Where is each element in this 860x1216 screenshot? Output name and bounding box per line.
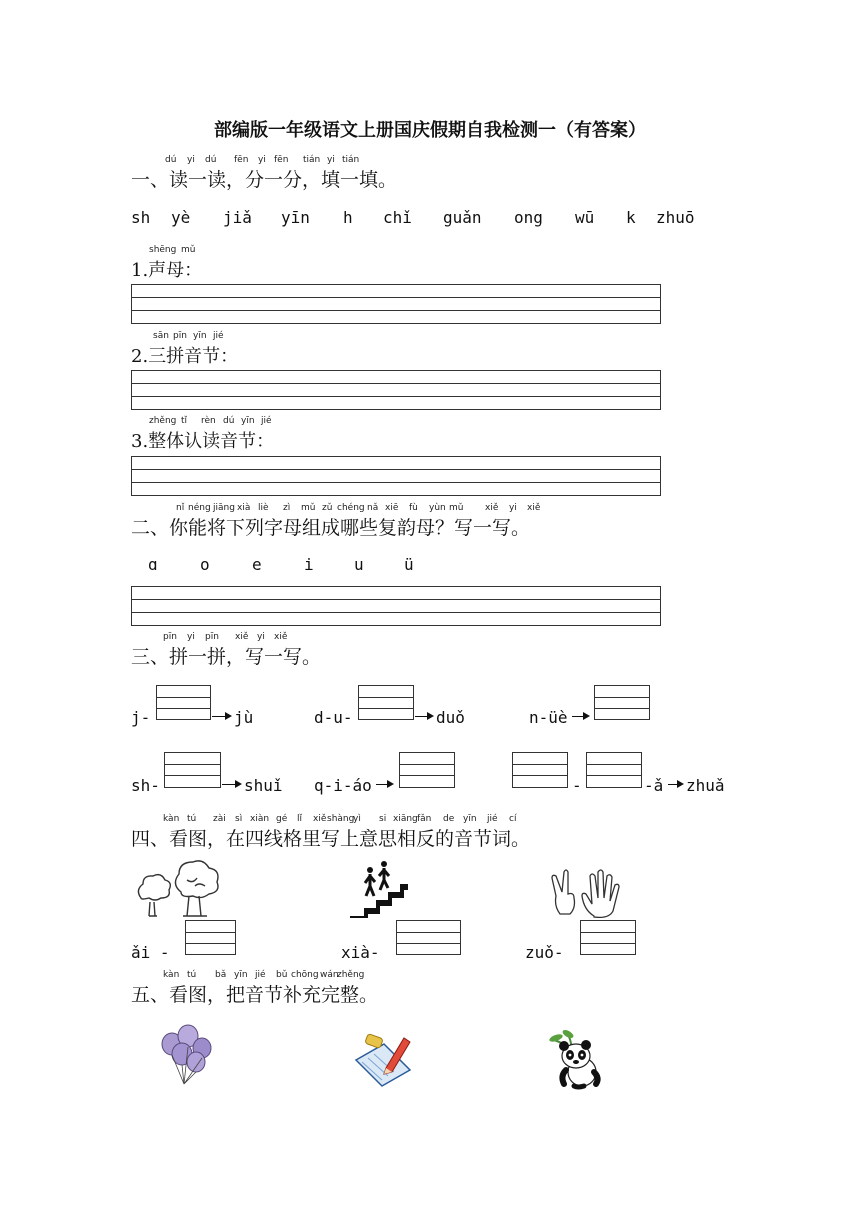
syllable: guǎn bbox=[443, 208, 482, 227]
letter: i bbox=[304, 555, 314, 574]
spell-suffix: -ǎ bbox=[644, 776, 664, 795]
pinyin-ruby: jié bbox=[487, 814, 498, 824]
syllable: wū bbox=[575, 208, 595, 227]
arrow-icon bbox=[222, 784, 238, 785]
section-3-heading: 三、拼一拼，写一写。 bbox=[131, 646, 322, 668]
pinyin-ruby: xiāng bbox=[393, 814, 418, 824]
arrow-icon bbox=[415, 716, 430, 717]
pinyin-ruby: liè bbox=[258, 503, 269, 513]
pinyin-ruby: mǔ bbox=[449, 503, 464, 513]
pinyin-ruby: yi bbox=[509, 503, 517, 513]
pinyin-ruby: bǔ bbox=[276, 970, 288, 980]
spell-result: jù bbox=[234, 708, 254, 727]
section-5-heading: 五、看图，把音节补充完整。 bbox=[131, 984, 379, 1006]
pinyin-ruby: xiě bbox=[235, 632, 249, 642]
spell-dash: - bbox=[572, 776, 582, 795]
arrow-icon bbox=[376, 784, 390, 785]
syllable: yīn bbox=[281, 208, 310, 227]
pinyin-ruby: yi bbox=[187, 155, 195, 165]
pinyin-ruby: gé bbox=[276, 814, 288, 824]
pinyin-ruby: yi bbox=[187, 632, 195, 642]
four-line-box[interactable] bbox=[580, 920, 636, 955]
writing-band-4[interactable] bbox=[131, 586, 661, 626]
pinyin-ruby: chéng bbox=[337, 503, 365, 513]
pinyin-ruby: tú bbox=[187, 814, 197, 824]
syllable: ong bbox=[514, 208, 543, 227]
pinyin-ruby: de bbox=[443, 814, 455, 824]
pinyin-ruby: sān bbox=[153, 331, 169, 341]
pinyin-ruby: tián bbox=[303, 155, 321, 165]
pinyin-ruby: fēn bbox=[274, 155, 289, 165]
pinyin-ruby: xiě bbox=[485, 503, 499, 513]
pinyin-ruby: xià bbox=[237, 503, 251, 513]
pinyin-ruby: pīn bbox=[173, 331, 187, 341]
pinyin-ruby: zì bbox=[283, 503, 291, 513]
pinyin-ruby: pīn bbox=[163, 632, 177, 642]
antonym-prefix: xià- bbox=[341, 943, 380, 962]
pinyin-ruby: bǎ bbox=[215, 970, 227, 980]
pinyin-ruby: xiě bbox=[527, 503, 541, 513]
pinyin-ruby: jié bbox=[255, 970, 266, 980]
syllable: jiǎ bbox=[223, 208, 252, 227]
four-line-box[interactable] bbox=[185, 920, 236, 955]
pinyin-ruby: cí bbox=[509, 814, 517, 824]
pinyin-ruby: yīn bbox=[463, 814, 477, 824]
pinyin-ruby: yùn bbox=[429, 503, 446, 513]
syllable: k bbox=[626, 208, 636, 227]
pinyin-ruby: pīn bbox=[205, 632, 219, 642]
pinyin-ruby: shēng bbox=[149, 245, 177, 255]
pinyin-ruby: si bbox=[379, 814, 387, 824]
pinyin-ruby: dú bbox=[165, 155, 177, 165]
spell-prefix: q-i-áo bbox=[314, 776, 372, 795]
pinyin-ruby: fēn bbox=[234, 155, 249, 165]
antonym-prefix: ǎi - bbox=[131, 943, 170, 962]
spell-prefix: j- bbox=[131, 708, 151, 727]
spell-prefix: n-üè bbox=[529, 708, 568, 727]
syllable: sh bbox=[131, 208, 151, 227]
question-label: 2.三拼音节： bbox=[131, 346, 239, 367]
letter: o bbox=[200, 555, 210, 574]
pinyin-ruby: lǐ bbox=[297, 814, 303, 824]
pinyin-ruby: yi bbox=[257, 632, 265, 642]
arrow-icon bbox=[212, 716, 228, 717]
pinyin-ruby: zài bbox=[213, 814, 226, 824]
pinyin-ruby: kàn bbox=[163, 814, 180, 824]
section-2-heading: 二、你能将下列字母组成哪些复韵母？写一写。 bbox=[131, 517, 531, 539]
pinyin-ruby: yīn bbox=[241, 416, 255, 426]
spell-prefix: sh- bbox=[131, 776, 160, 795]
pinyin-ruby: xiě bbox=[274, 632, 288, 642]
pinyin-ruby: zǔ bbox=[322, 503, 333, 513]
spell-prefix: d-u- bbox=[314, 708, 353, 727]
pinyin-ruby: jié bbox=[261, 416, 272, 426]
pinyin-ruby: rèn bbox=[201, 416, 216, 426]
syllable: yè bbox=[171, 208, 191, 227]
pinyin-ruby: jiāng bbox=[213, 503, 235, 513]
pinyin-ruby: nǎ bbox=[367, 503, 379, 513]
four-line-box[interactable] bbox=[586, 752, 642, 788]
pinyin-ruby: chōng bbox=[291, 970, 319, 980]
pinyin-ruby: zhěng bbox=[337, 970, 365, 980]
question-label: 1.声母： bbox=[131, 260, 203, 281]
syllable: h bbox=[343, 208, 353, 227]
writing-band-3[interactable] bbox=[131, 456, 661, 496]
pinyin-ruby: zhěng bbox=[149, 416, 177, 426]
arrow-icon bbox=[572, 716, 586, 717]
hands-illustration bbox=[550, 864, 630, 918]
trees-illustration bbox=[135, 860, 227, 918]
pinyin-ruby: tú bbox=[187, 970, 197, 980]
syllable: chǐ bbox=[383, 208, 412, 227]
four-line-box[interactable] bbox=[164, 752, 221, 788]
four-line-box[interactable] bbox=[396, 920, 461, 955]
spell-result: duǒ bbox=[436, 708, 465, 727]
section-4-heading: 四、看图，在四线格里写上意思相反的音节词。 bbox=[131, 828, 531, 850]
pinyin-ruby: dú bbox=[223, 416, 235, 426]
pinyin-ruby: jié bbox=[213, 331, 224, 341]
pinyin-ruby: yì bbox=[353, 814, 361, 824]
antonym-prefix: zuǒ- bbox=[525, 943, 564, 962]
pinyin-ruby: xiàn bbox=[250, 814, 270, 824]
spell-result: zhuǎ bbox=[686, 776, 725, 795]
stairs-illustration bbox=[348, 858, 410, 918]
pinyin-ruby: xiě bbox=[313, 814, 327, 824]
balloons-illustration bbox=[158, 1024, 212, 1086]
pinyin-ruby: tián bbox=[342, 155, 360, 165]
pinyin-ruby: fǎn bbox=[417, 814, 432, 824]
letter: ɑ bbox=[148, 555, 158, 574]
pinyin-ruby: xiē bbox=[385, 503, 399, 513]
pinyin-ruby: mǔ bbox=[181, 245, 196, 255]
writing-band-1[interactable] bbox=[131, 284, 661, 324]
pinyin-ruby: fù bbox=[409, 503, 418, 513]
pinyin-ruby: yīn bbox=[234, 970, 248, 980]
pinyin-ruby: dú bbox=[205, 155, 217, 165]
pinyin-ruby: mǔ bbox=[301, 503, 316, 513]
panda-illustration bbox=[546, 1028, 608, 1090]
four-line-box[interactable] bbox=[594, 685, 650, 720]
section-1-heading: 一、读一读，分一分，填一填。 bbox=[131, 169, 398, 191]
page-title: 部编版一年级语文上册国庆假期自我检测一（有答案） bbox=[214, 120, 646, 141]
spell-result: shuǐ bbox=[244, 776, 283, 795]
pinyin-ruby: yi bbox=[327, 155, 335, 165]
pinyin-ruby: nǐ bbox=[176, 503, 185, 513]
pinyin-ruby: néng bbox=[188, 503, 211, 513]
letter: ü bbox=[404, 555, 414, 574]
pinyin-ruby: shàng bbox=[327, 814, 355, 824]
pinyin-ruby: tǐ bbox=[181, 416, 188, 426]
pinyin-ruby: sì bbox=[235, 814, 243, 824]
notepad-pencil-illustration bbox=[352, 1030, 414, 1088]
arrow-icon bbox=[668, 784, 680, 785]
pinyin-ruby: yi bbox=[258, 155, 266, 165]
pinyin-ruby: wán bbox=[320, 970, 339, 980]
four-line-box[interactable] bbox=[512, 752, 568, 788]
pinyin-ruby: kàn bbox=[163, 970, 180, 980]
pinyin-ruby: yīn bbox=[193, 331, 207, 341]
question-label: 3.整体认读音节： bbox=[131, 431, 275, 452]
four-line-box[interactable] bbox=[156, 685, 211, 720]
syllable: zhuō bbox=[656, 208, 695, 227]
letter: e bbox=[252, 555, 262, 574]
four-line-box[interactable] bbox=[358, 685, 414, 720]
writing-band-2[interactable] bbox=[131, 370, 661, 410]
four-line-box[interactable] bbox=[399, 752, 455, 788]
letter: u bbox=[354, 555, 364, 574]
